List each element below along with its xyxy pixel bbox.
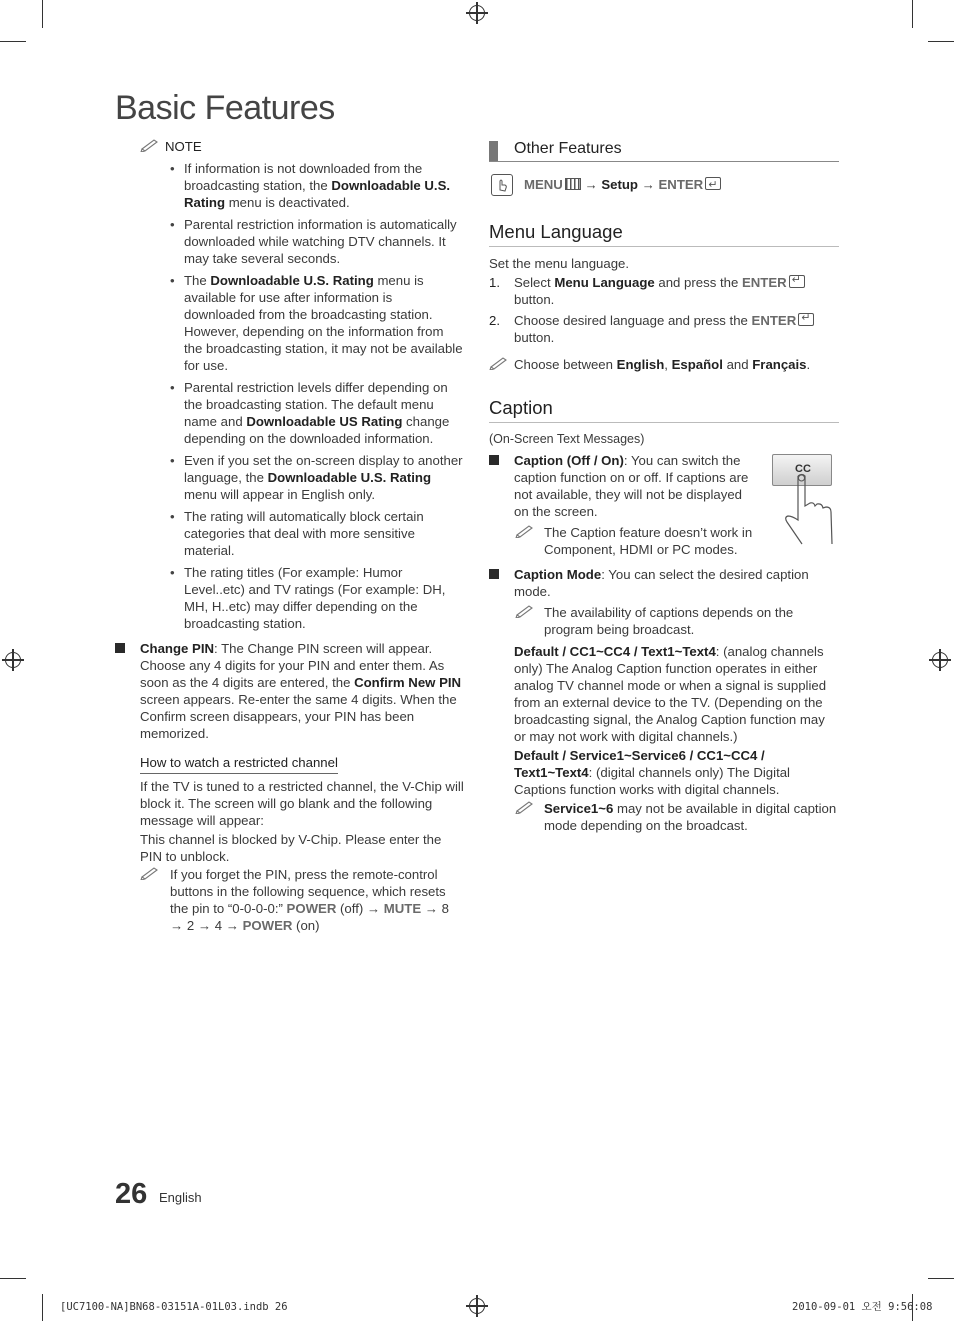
list-item: • Parental restriction levels differ depending on the broadcasting station. The default menu name and Downloadable US Rating change depending on the downloaded information. [170, 379, 465, 447]
square-bullet-icon [115, 643, 125, 653]
pencil-note-icon [515, 524, 535, 536]
list-item: • Parental restriction information is automatically downloaded while watching DTV channels. It may take several seconds. [170, 216, 465, 267]
restricted-channel-heading: How to watch a restricted channel [140, 754, 338, 774]
square-bullet-icon [489, 569, 499, 579]
crop-mark [42, 1294, 43, 1321]
crop-mark [928, 41, 954, 42]
right-column [489, 140, 839, 834]
crop-mark [42, 0, 43, 28]
menu-language-note: Choose between English, Español and Français. [489, 356, 839, 373]
list-item: • Even if you set the on-screen display to another language, the Downloadable U.S. Rating menu will appear in English only. [170, 452, 465, 503]
pencil-note-icon [140, 138, 160, 150]
print-slug-left: [UC7100-NA]BN68-03151A-01L03.indb 26 [60, 1301, 288, 1313]
crop-mark [912, 0, 913, 28]
restricted-channel-section [140, 754, 465, 934]
crop-mark [0, 1278, 26, 1279]
note-header [140, 138, 465, 155]
enter-icon [789, 275, 805, 288]
menu-language-step-2: 2. Choose desired language and press the ENTER↵ button. [489, 312, 839, 346]
menu-language-heading: Menu Language [489, 221, 839, 247]
registration-mark-icon [469, 5, 485, 21]
analog-caption-desc: Default / CC1~CC4 / Text1~Text4: (analog channels only) The Analog Caption function operates in either analog TV channel mode or when a signal is supplied from an external device to the TV. (Depending on the broadcasting signal, the Analog Caption function may or may not work with digital channels.) [514, 644, 827, 744]
service-note: Service1~6 may not be available in digital caption mode depending on the broadcast. [489, 800, 839, 834]
registration-mark-icon [932, 652, 948, 668]
page-number: 26 [115, 1178, 148, 1210]
list-item: • If information is not downloaded from the broadcasting station, the Downloadable U.S. Rating menu is deactivated. [170, 160, 465, 211]
digital-caption-desc: Default / Service1~Service6 / CC1~CC4 / Text1~Text4: (digital channels only) The Digital Captions function works with digital channels. [514, 748, 790, 797]
page-title: Basic Features [115, 89, 335, 127]
menu-language-step-1: 1. Select Menu Language and press the ENTER↵ button. [489, 274, 839, 308]
caption-heading: Caption [489, 397, 839, 423]
restricted-paragraph-1: If the TV is tuned to a restricted channel, the V-Chip will block it. The screen will go blank and the following message will appear: [140, 779, 464, 828]
other-features-header [489, 140, 839, 162]
registration-mark-icon [469, 1298, 485, 1314]
crop-mark [0, 41, 26, 42]
pencil-note-icon [489, 356, 509, 368]
caption-item-block [489, 452, 839, 558]
menu-language-intro: Set the menu language. [489, 256, 630, 271]
pencil-note-icon [140, 866, 160, 878]
menu-icon [565, 178, 581, 190]
caption-mode-item: Caption Mode: You can select the desired caption mode. [489, 566, 839, 600]
enter-icon [798, 313, 814, 326]
pencil-note-icon [515, 604, 535, 616]
menu-path: MENU → Setup → ENTER↵ [489, 174, 839, 196]
caption-on-off-item: Caption (Off / On): You can switch the caption function on or off. If captions are not available, they will not be displayed on the screen. [489, 452, 756, 520]
setup-label: Setup [601, 177, 638, 192]
note-list [170, 160, 465, 632]
caption-intro: (On-Screen Text Messages) [489, 432, 645, 446]
left-column [115, 138, 465, 934]
list-item: • The Downloadable U.S. Rating menu is available for use after information is downloaded from the broadcasting station. However, depending on the information from the broadcasting station, it may not be available for use. [170, 272, 465, 374]
page-language: English [159, 1190, 202, 1205]
hand-pointer-icon [772, 454, 836, 552]
cc-button-icon: CC [772, 454, 832, 486]
square-bullet-icon [489, 455, 499, 465]
registration-mark-icon [5, 652, 21, 668]
pin-reset-note: If you forget the PIN, press the remote-control buttons in the following sequence, which resets the pin to “0-0-0-0:” POWER (off) → MUTE → 8 → 2 → 4 → POWER (on) [140, 866, 465, 934]
section-bar-icon [489, 141, 498, 161]
caption-on-off-note: The Caption feature doesn’t work in Component, HDMI or PC modes. [489, 524, 754, 558]
other-features-title: Other Features [514, 140, 622, 157]
caption-mode-note: The availability of captions depends on the program being broadcast. [489, 604, 839, 638]
enter-label: ENTER [658, 177, 704, 192]
restricted-paragraph-2: This channel is blocked by V-Chip. Please enter the PIN to unblock. [140, 832, 442, 864]
change-pin-item: Change PIN: The Change PIN screen will appear. Choose any 4 digits for your PIN and enter them. As soon as the 4 digits are entered, the Confirm New PIN screen appears. Re-enter the same 4 digits. When the Confirm screen disappears, your PIN has been memorized. [115, 640, 465, 742]
list-item: • The rating will automatically block certain categories that deal with more sensitive material. [170, 508, 465, 559]
remote-hand-icon [491, 174, 513, 196]
crop-mark [928, 1278, 954, 1279]
print-slug-right: 2010-09-01 오전 9:56:08 [792, 1301, 933, 1313]
cc-button-illustration [772, 454, 836, 552]
pencil-note-icon [515, 800, 535, 812]
note-label: NOTE [165, 139, 202, 154]
list-item: • The rating titles (For example: Humor Level..etc) and TV ratings (For example: DH, MH, H..etc) may differ depending on the broadcasting station. [170, 564, 465, 632]
enter-icon [705, 177, 721, 190]
menu-label: MENU [524, 177, 563, 192]
